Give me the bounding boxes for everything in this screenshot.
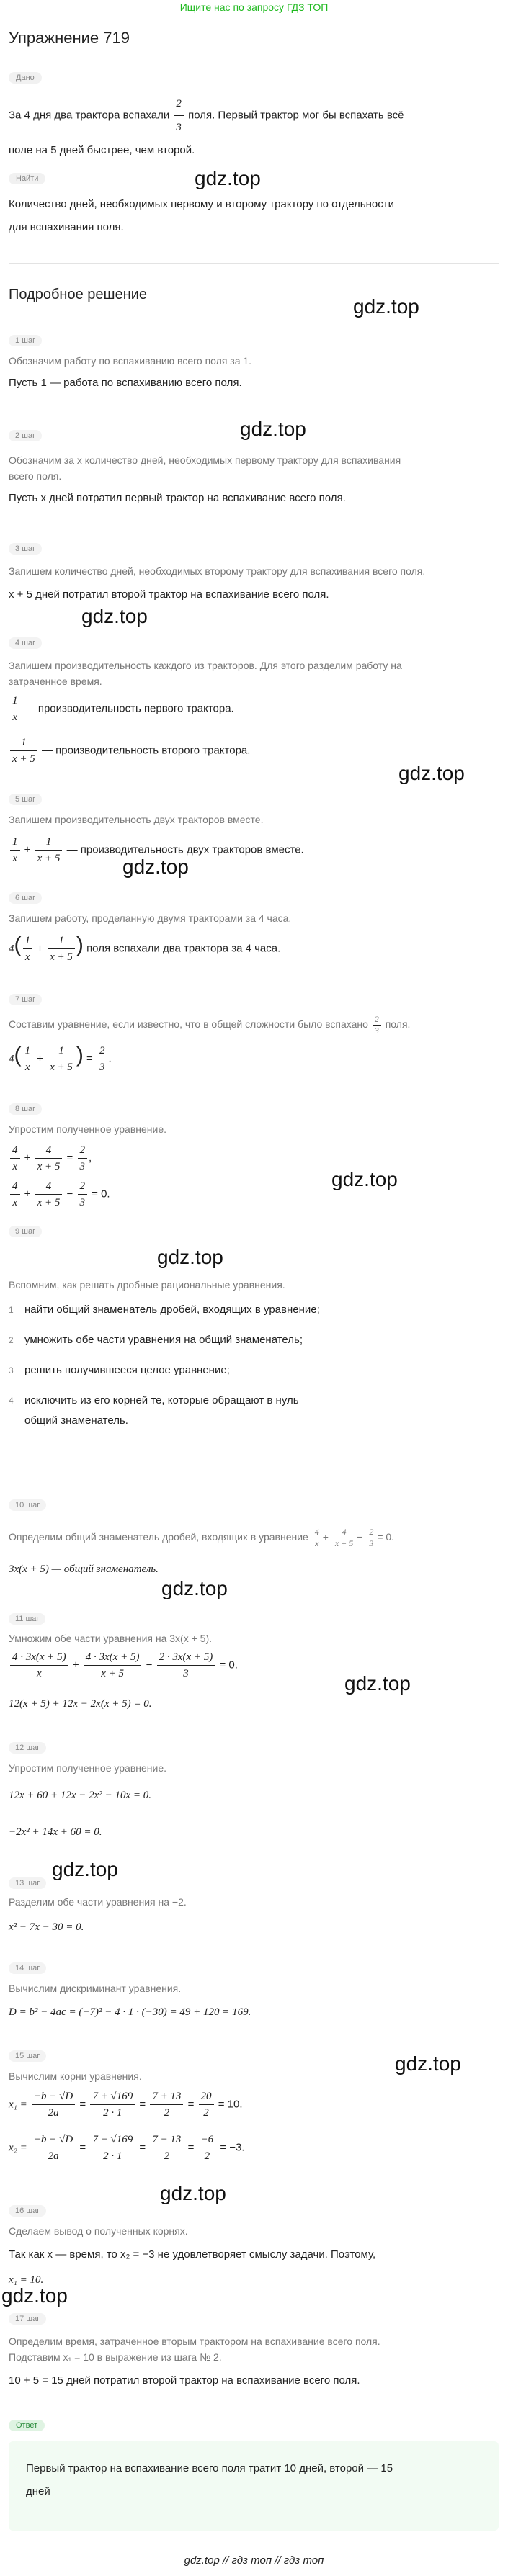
list-item: 4 исключить из его корней те, которые обращают в нуль общий знаменатель. <box>9 1394 299 1427</box>
step-badge: 8 шаг <box>9 1103 42 1115</box>
step-badge: 11 шаг <box>9 1613 45 1625</box>
step-badge: 4 шаг <box>9 637 42 649</box>
watermark: gdz.top <box>344 1672 411 1695</box>
given-badge: Дано <box>9 72 42 84</box>
watermark: gdz.top <box>1 2284 68 2307</box>
ad-banner[interactable]: Ищите нас по запросу ГДЗ ТОП <box>179 1 329 13</box>
step-note: Обозначим за x количество дней, необходимых первому трактору для вспахивания всего поля. <box>9 454 401 482</box>
answer-box <box>9 2441 499 2531</box>
step-1 <box>9 333 42 346</box>
list-item: 3 решить получившееся целое уравнение; <box>9 1364 230 1376</box>
find-badge: Найти <box>9 173 45 184</box>
step-badge: 10 шаг <box>9 1499 46 1511</box>
step-text: $\frac{1}{x + 5}$ — производительность второго трактора. <box>9 735 250 767</box>
step-badge: 3 шаг <box>9 543 42 555</box>
step-text: $\frac{1}{x}$ + $\frac{1}{x + 5}$ — производительность двух тракторов вместе. <box>9 834 304 866</box>
step-note: Составим уравнение, если известно, что в общей сложности было вспахано $\frac{2}{3}$ поля. <box>9 1014 411 1036</box>
footer-link[interactable]: gdz.top <box>184 2554 220 2567</box>
list-item: 1 найти общий знаменатель дробей, входящих в уравнение; <box>9 1303 320 1316</box>
step-badge: 17 шаг <box>9 2313 46 2325</box>
step-text: 3x(x + 5) — общий знаменатель. <box>9 1563 159 1575</box>
rule-list <box>9 1300 470 1431</box>
step-badge: 7 шаг <box>9 994 42 1005</box>
equation: $\frac{4}{x}$ + $\frac{4}{x + 5}$ − $\frac{2}{3}$ = 0. <box>9 1178 110 1211</box>
step-badge: 9 шаг <box>9 1226 42 1237</box>
watermark: gdz.top <box>240 418 306 440</box>
step-note: Обозначим работу по вспахиванию всего поля за 1. <box>9 355 252 367</box>
step-text: Так как x — время, то x₂ = −3 не удовлетворяет смыслу задачи. Поэтому, <box>9 2248 376 2261</box>
equation: 12x + 60 + 12x − 2x² − 10x = 0. <box>9 1790 151 1801</box>
step-badge: 1 шаг <box>9 335 42 346</box>
step-badge: 12 шаг <box>9 1742 46 1754</box>
answer-text: Первый трактор на вспахивание всего поля тратит 10 дней, второй — 15 <box>26 2462 393 2474</box>
watermark: gdz.top <box>395 2052 461 2075</box>
list-item: 2 умножить обе части уравнения на общий знаменатель; <box>9 1334 303 1346</box>
step-note: Запишем производительность каждого из тракторов. Для этого разделим работу на затраченное время. <box>9 660 402 687</box>
watermark: gdz.top <box>160 2182 226 2204</box>
step-text: Пусть 1 — работа по вспахиванию всего поля. <box>9 377 242 389</box>
divider <box>9 263 499 264</box>
equation: 12(x + 5) + 12x − 2x(x + 5) = 0. <box>9 1698 152 1710</box>
given-text: За 4 дня два трактора вспахали $\frac{2}{3}$ поля. Первый трактор мог бы вспахать всё поле на 5 дней быстрее, чем второй. <box>9 92 499 162</box>
watermark: gdz.top <box>195 167 261 189</box>
step-badge: 15 шаг <box>9 2050 46 2062</box>
footer-link[interactable]: гдз топ <box>231 2554 272 2567</box>
step-badge: 13 шаг <box>9 1877 46 1889</box>
equation: 4( $\frac{1}{x}$ + $\frac{1}{x + 5}$ ) = $\frac{2}{3}$ . <box>9 1043 112 1073</box>
step-note: Упростим полученное уравнение. <box>9 1123 166 1135</box>
step-badge: 16 шаг <box>9 2205 46 2217</box>
watermark: gdz.top <box>52 1858 118 1880</box>
step-note: Вычислим корни уравнения. <box>9 2070 142 2082</box>
step-note: Запишем производительность двух тракторов вместе. <box>9 814 264 825</box>
find-text: Количество дней, необходимых первому и второму трактору по отдельности для вспахивания поля. <box>9 198 394 233</box>
watermark: gdz.top <box>353 295 419 318</box>
equation: $\frac{4}{x}$ + $\frac{4}{x + 5}$ = $\frac{2}{3}$ , <box>9 1142 92 1175</box>
step-note: Запишем количество дней, необходимых второму трактору для вспахивания всего поля. <box>9 565 426 577</box>
step-text: 10 + 5 = 15 дней потратил второй трактор на вспахивание всего поля. <box>9 2374 360 2387</box>
equation: x₂ = $\frac{-b - √D}{2a}$ = $\frac{7 - √169}{2 \cdot 1}$ = $\frac{7 - 13}{2}$ = $\frac{-6}{2}$ = −3. <box>9 2132 245 2164</box>
footer: gdz.top // гдз топ // гдз топ <box>184 2554 324 2567</box>
step-badge: 2 шаг <box>9 430 42 441</box>
equation: x² − 7x − 30 = 0. <box>9 1921 84 1933</box>
step-text: x₁ = 10. <box>9 2274 44 2286</box>
watermark: gdz.top <box>81 605 148 627</box>
answer-badge: Ответ <box>9 2420 45 2431</box>
watermark: gdz.top <box>157 1246 223 1268</box>
step-text: Пусть x дней потратил первый трактор на вспахивание всего поля. <box>9 492 346 504</box>
watermark: gdz.top <box>331 1168 398 1190</box>
footer-link[interactable]: гдз топ <box>283 2554 324 2567</box>
step-badge: 6 шаг <box>9 892 42 904</box>
watermark: gdz.top <box>398 762 465 784</box>
step-note: Вспомним, как решать дробные рациональные уравнения. <box>9 1279 285 1291</box>
step-note: Разделим обе части уравнения на −2. <box>9 1896 187 1908</box>
solution-title: Подробное решение <box>9 287 148 302</box>
step-note: Сделаем вывод о полученных корнях. <box>9 2225 188 2237</box>
step-text: 4( $\frac{1}{x}$ + $\frac{1}{x + 5}$ ) поля вспахали два трактора за 4 часа. <box>9 933 281 963</box>
equation: −2x² + 14x + 60 = 0. <box>9 1826 102 1838</box>
step-note: Умножим обе части уравнения на 3x(x + 5). <box>9 1633 213 1644</box>
step-badge: 14 шаг <box>9 1962 46 1974</box>
page-title: Упражнение 719 <box>9 29 130 47</box>
answer-text: дней <box>26 2485 50 2498</box>
watermark: gdz.top <box>122 856 189 878</box>
step-note: Определим общий знаменатель дробей, входящих в уравнение $\frac{4}{x}$ + $\frac{4}{x + 5}$ − $\frac{2}{3}$ = 0. <box>9 1527 395 1548</box>
step-text: $\frac{1}{x}$ — производительность первого трактора. <box>9 693 234 725</box>
step-badge: 5 шаг <box>9 794 42 805</box>
equation: D = b² − 4ac = (−7)² − 4 · 1 · (−30) = 49 + 120 = 169. <box>9 2006 251 2018</box>
step-note: Упростим полученное уравнение. <box>9 1762 166 1774</box>
step-note: Вычислим дискриминант уравнения. <box>9 1983 182 1994</box>
watermark: gdz.top <box>161 1577 228 1599</box>
step-note: Определим время, затраченное вторым трактором на вспахивание всего поля. Подставим x₁ = 10 в выражение из шага № 2. <box>9 2335 380 2363</box>
step-text: x + 5 дней потратил второй трактор на вспахивание всего поля. <box>9 588 329 601</box>
equation: x₁ = $\frac{-b + √D}{2a}$ = $\frac{7 + √169}{2 \cdot 1}$ = $\frac{7 + 13}{2}$ = $\frac{20}{2}$ = 10. <box>9 2088 243 2121</box>
step-note: Запишем работу, проделанную двумя тракторами за 4 часа. <box>9 912 292 924</box>
equation: $\frac{4 \cdot 3x(x + 5)}{x}$ + $\frac{4 \cdot 3x(x + 5)}{x + 5}$ − $\frac{2 \cdot 3x(x + 5)}{3}$ = 0. <box>9 1649 238 1682</box>
